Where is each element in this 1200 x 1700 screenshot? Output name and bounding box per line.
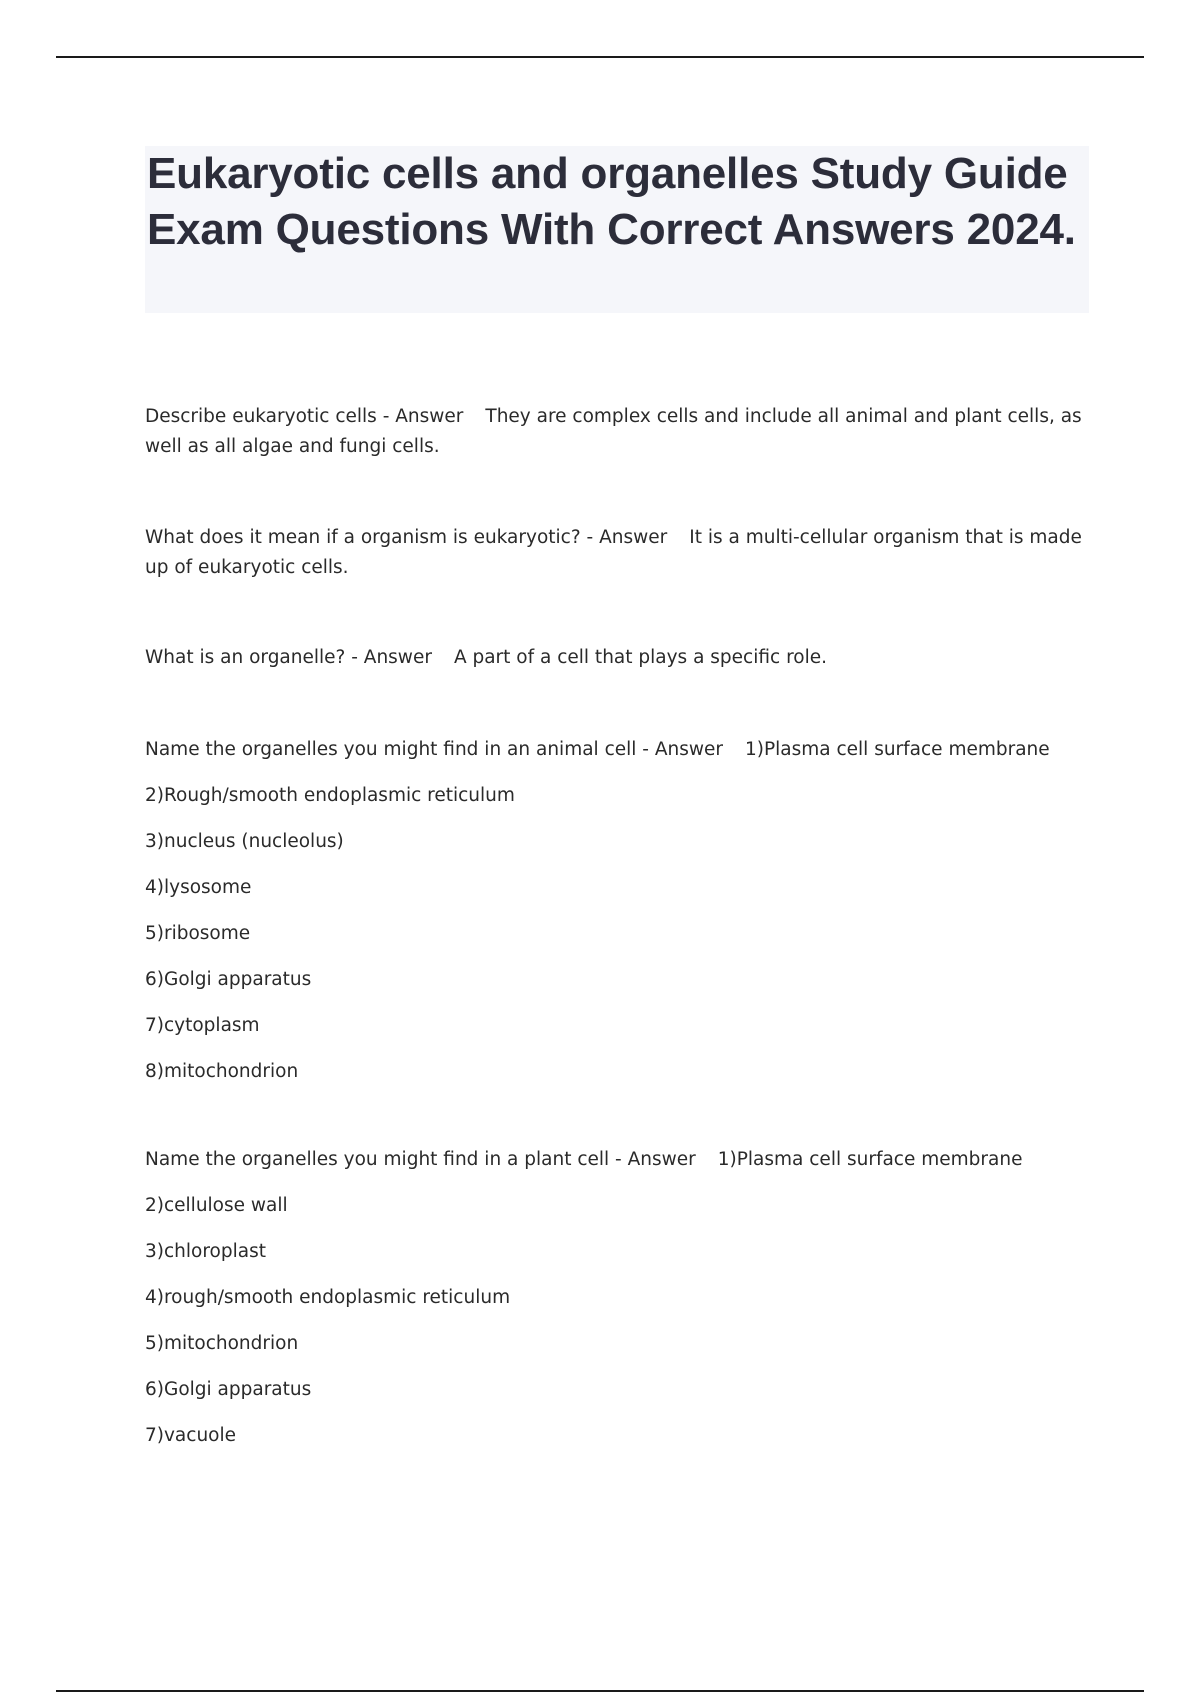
answer-text: They are complex cells and include all animal and plant cells, as well as all algae and fungi cells.: [145, 406, 1082, 457]
list-question-line: [145, 1145, 1022, 1191]
question-text: Name the organelles you might find in a plant cell - Answer: [145, 1149, 696, 1170]
question-text: What is an organelle? - Answer: [145, 647, 432, 668]
list-question-line: [145, 735, 1050, 781]
footer-divider: [56, 1690, 1144, 1692]
list-item: 6)Golgi apparatus: [145, 969, 312, 990]
question-text: Name the organelles you might find in an animal cell - Answer: [145, 739, 723, 760]
list-item: 1)Plasma cell surface membrane: [717, 1149, 1023, 1170]
list-item: 3)chloroplast: [145, 1241, 266, 1262]
list-item: 7)vacuole: [145, 1425, 237, 1446]
list-item: 2)Rough/smooth endoplasmic reticulum: [145, 785, 515, 806]
list-item: 7)cytoplasm: [145, 1015, 260, 1036]
plant-cell-list: [145, 1145, 1022, 1467]
list-item: 4)rough/smooth endoplasmic reticulum: [145, 1287, 511, 1308]
question-text: What does it mean if a organism is eukaryotic? - Answer: [145, 527, 668, 548]
list-item: 6)Golgi apparatus: [145, 1379, 312, 1400]
title-block: [145, 146, 1089, 313]
document-title: Eukaryotic cells and organelles Study Guide Exam Questions With Correct Answers 2024.: [147, 149, 1076, 254]
list-item: 8)mitochondrion: [145, 1061, 299, 1082]
list-item: 5)ribosome: [145, 923, 251, 944]
qa-item: [145, 643, 827, 673]
header-divider: [56, 56, 1144, 58]
list-item: 1)Plasma cell surface membrane: [744, 739, 1050, 760]
list-item: 4)lysosome: [145, 877, 252, 898]
qa-item: [145, 402, 1095, 462]
list-item: 3)nucleus (nucleolus): [145, 831, 344, 852]
list-item: 5)mitochondrion: [145, 1333, 299, 1354]
answer-text: A part of a cell that plays a specific role.: [453, 647, 827, 668]
question-text: Describe eukaryotic cells - Answer: [145, 406, 464, 427]
list-item: 2)cellulose wall: [145, 1195, 288, 1216]
qa-item: [145, 523, 1095, 583]
animal-cell-list: [145, 735, 1050, 1103]
answer-text: It is a multi-cellular organism that is made up of eukaryotic cells.: [145, 527, 1082, 578]
